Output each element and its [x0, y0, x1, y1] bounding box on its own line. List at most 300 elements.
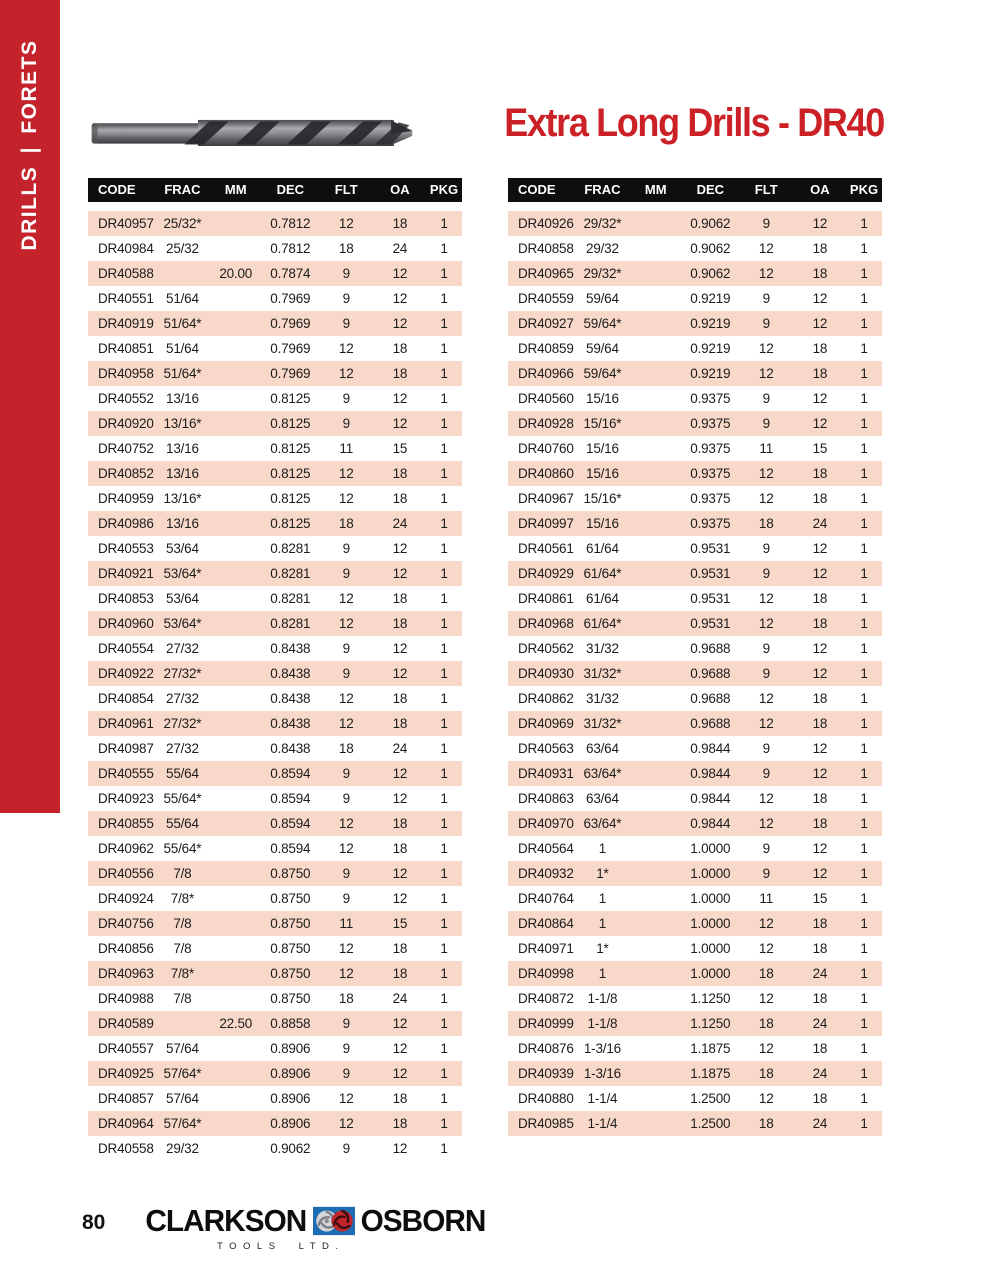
- table-header-row: [88, 178, 462, 202]
- table-row: [88, 386, 462, 411]
- table-row: [88, 336, 462, 361]
- cell-oa: 18: [812, 366, 828, 381]
- cell-dec: 0.9062: [690, 266, 731, 281]
- cell-code: DR40764: [518, 891, 574, 906]
- cell-pkg: 1: [860, 1116, 868, 1131]
- cell-oa: 24: [812, 966, 828, 981]
- column-header-code: CODE: [518, 182, 556, 197]
- cell-mm: [630, 1036, 682, 1061]
- cell-oa: 12: [812, 316, 828, 331]
- cell-dec: 0.9844: [690, 766, 731, 781]
- cell-code: DR40862: [518, 691, 574, 706]
- cell-pkg: 1: [440, 266, 448, 281]
- cell-dec: 0.8125: [270, 391, 311, 406]
- cell-pkg: 1: [860, 866, 868, 881]
- cell-frac: 15/16*: [583, 491, 622, 506]
- cell-oa: 18: [812, 791, 828, 806]
- cell-oa: 18: [812, 616, 828, 631]
- cell-oa: 18: [392, 216, 408, 231]
- cell-mm: [210, 411, 262, 436]
- cell-pkg: 1: [860, 541, 868, 556]
- sidebar-label: DRILLS | FORETS: [18, 39, 41, 251]
- cell-pkg: 1: [440, 641, 448, 656]
- brand-right-text: OSBORN: [360, 1203, 486, 1238]
- cell-mm: [210, 861, 262, 886]
- cell-pkg: 1: [860, 841, 868, 856]
- cell-pkg: 1: [860, 1016, 868, 1031]
- cell-mm: [210, 336, 262, 361]
- cell-flt: 12: [758, 791, 774, 806]
- cell-frac: 7/8*: [170, 891, 195, 906]
- cell-pkg: 1: [440, 941, 448, 956]
- cell-pkg: 1: [440, 1091, 448, 1106]
- cell-mm: [210, 611, 262, 636]
- cell-mm: [210, 561, 262, 586]
- cell-mm: [630, 461, 682, 486]
- table-row: [508, 211, 882, 236]
- drill-table-right: [508, 178, 882, 1136]
- cell-pkg: 1: [440, 491, 448, 506]
- cell-pkg: 1: [860, 491, 868, 506]
- cell-code: DR40959: [98, 491, 154, 506]
- cell-flt: 12: [338, 366, 354, 381]
- cell-frac: 1-3/16: [583, 1041, 621, 1056]
- cell-oa: 18: [812, 691, 828, 706]
- cell-code: DR40985: [518, 1116, 574, 1131]
- table-row: [508, 1011, 882, 1036]
- cell-mm: [630, 911, 682, 936]
- cell-flt: 18: [338, 991, 354, 1006]
- cell-dec: 0.8438: [270, 641, 311, 656]
- cell-flt: 18: [758, 1016, 774, 1031]
- drill-bit-illustration: [85, 104, 418, 160]
- cell-code: DR40961: [98, 716, 154, 731]
- cell-oa: 24: [812, 1066, 828, 1081]
- cell-dec: 0.8125: [270, 491, 311, 506]
- cell-pkg: 1: [860, 1066, 868, 1081]
- cell-frac: 1: [598, 916, 607, 931]
- cell-frac: 63/64*: [583, 766, 622, 781]
- table-row: [88, 936, 462, 961]
- cell-flt: 11: [759, 891, 774, 906]
- table-row: [508, 761, 882, 786]
- cell-dec: 0.9844: [690, 791, 731, 806]
- column-header-oa: OA: [390, 182, 410, 197]
- cell-oa: 12: [812, 666, 828, 681]
- cell-oa: 18: [392, 716, 408, 731]
- cell-code: DR40858: [518, 241, 574, 256]
- cell-frac: 7/8: [173, 941, 192, 956]
- table-row: [88, 611, 462, 636]
- cell-flt: 11: [759, 441, 774, 456]
- cell-pkg: 1: [440, 1066, 448, 1081]
- cell-flt: 12: [338, 341, 354, 356]
- cell-pkg: 1: [860, 566, 868, 581]
- cell-pkg: 1: [860, 441, 868, 456]
- cell-frac: 13/16: [166, 516, 199, 531]
- cell-code: DR40964: [98, 1116, 154, 1131]
- cell-dec: 0.9375: [690, 466, 731, 481]
- cell-code: DR40963: [98, 966, 154, 981]
- cell-mm: 22.50: [219, 1016, 253, 1031]
- cell-mm: [210, 936, 262, 961]
- cell-frac: 29/32*: [583, 266, 622, 281]
- table-row: [88, 511, 462, 536]
- cell-pkg: 1: [860, 391, 868, 406]
- cell-flt: 9: [762, 766, 770, 781]
- cell-dec: 0.7874: [270, 266, 311, 281]
- cell-dec: 0.8750: [270, 891, 311, 906]
- cell-code: DR40988: [98, 991, 154, 1006]
- cell-oa: 18: [392, 591, 408, 606]
- table-row: [508, 986, 882, 1011]
- cell-frac: 61/64: [586, 591, 619, 606]
- cell-dec: 0.8281: [270, 566, 311, 581]
- cell-mm: [210, 836, 262, 861]
- cell-code: DR40563: [518, 741, 574, 756]
- table-row: [508, 561, 882, 586]
- cell-frac: 59/64*: [583, 316, 622, 331]
- cell-code: DR40924: [98, 891, 154, 906]
- cell-code: DR40551: [98, 291, 154, 306]
- table-row: [508, 1061, 882, 1086]
- cell-mm: [630, 736, 682, 761]
- cell-oa: 12: [392, 266, 408, 281]
- cell-flt: 11: [339, 441, 354, 456]
- cell-pkg: 1: [440, 691, 448, 706]
- table-row: [88, 786, 462, 811]
- cell-oa: 12: [392, 1016, 408, 1031]
- cell-oa: 18: [812, 916, 828, 931]
- table-row: [508, 261, 882, 286]
- cell-oa: 12: [392, 891, 408, 906]
- drill-table-left: [88, 178, 462, 1161]
- brand-left-text: CLARKSON: [145, 1203, 307, 1238]
- cell-code: DR40560: [518, 391, 574, 406]
- cell-flt: 12: [338, 466, 354, 481]
- cell-mm: [210, 1111, 262, 1136]
- cell-flt: 9: [342, 566, 350, 581]
- cell-frac: 15/16: [586, 516, 619, 531]
- cell-dec: 0.8281: [270, 591, 311, 606]
- cell-frac: 51/64: [166, 341, 199, 356]
- table-row: [88, 986, 462, 1011]
- table-row: [88, 486, 462, 511]
- cell-frac: 61/64*: [583, 616, 622, 631]
- cell-frac: 13/16*: [163, 416, 202, 431]
- cell-flt: 18: [758, 516, 774, 531]
- cell-frac: 53/64: [166, 591, 199, 606]
- cell-code: DR40969: [518, 716, 574, 731]
- cell-frac: 15/16: [586, 441, 619, 456]
- cell-frac: 15/16: [586, 391, 619, 406]
- cell-flt: 9: [342, 316, 350, 331]
- table-row: [508, 236, 882, 261]
- table-row: [508, 486, 882, 511]
- cell-mm: [630, 886, 682, 911]
- cell-frac: 7/8*: [170, 966, 195, 981]
- cell-mm: [630, 711, 682, 736]
- table-row: [508, 911, 882, 936]
- cell-flt: 12: [758, 991, 774, 1006]
- cell-code: DR40966: [518, 366, 574, 381]
- cell-mm: [630, 261, 682, 286]
- cell-dec: 0.9062: [270, 1141, 311, 1156]
- cell-dec: 0.7812: [270, 241, 311, 256]
- cell-pkg: 1: [860, 941, 868, 956]
- cell-pkg: 1: [440, 816, 448, 831]
- cell-frac: 1-1/8: [587, 1016, 618, 1031]
- cell-dec: 1.1875: [690, 1041, 731, 1056]
- cell-mm: [630, 211, 682, 236]
- cell-frac: 53/64*: [163, 566, 202, 581]
- cell-mm: [210, 236, 262, 261]
- cell-pkg: 1: [860, 666, 868, 681]
- cell-mm: [630, 661, 682, 686]
- table-row: [88, 1011, 462, 1036]
- cell-dec: 0.7969: [270, 316, 311, 331]
- cell-frac: 57/64*: [163, 1066, 202, 1081]
- cell-oa: 18: [392, 841, 408, 856]
- table-row: [88, 811, 462, 836]
- cell-oa: 12: [812, 766, 828, 781]
- cell-frac: 57/64*: [163, 1116, 202, 1131]
- cell-oa: 12: [812, 866, 828, 881]
- cell-code: DR40752: [98, 441, 154, 456]
- cell-dec: 0.8281: [270, 541, 311, 556]
- cell-mm: [630, 636, 682, 661]
- cell-dec: 1.0000: [690, 891, 731, 906]
- cell-frac: 59/64*: [583, 366, 622, 381]
- cell-code: DR40853: [98, 591, 154, 606]
- cell-flt: 12: [758, 941, 774, 956]
- cell-flt: 12: [338, 716, 354, 731]
- cell-code: DR40921: [98, 566, 154, 581]
- cell-frac: 55/64*: [163, 841, 202, 856]
- cell-mm: [210, 436, 262, 461]
- cell-pkg: 1: [440, 866, 448, 881]
- cell-pkg: 1: [860, 916, 868, 931]
- cell-dec: 1.1875: [690, 1066, 731, 1081]
- cell-pkg: 1: [440, 391, 448, 406]
- cell-dec: 0.8750: [270, 916, 311, 931]
- cell-mm: [630, 961, 682, 986]
- cell-frac: 57/64: [166, 1041, 199, 1056]
- cell-pkg: 1: [860, 341, 868, 356]
- cell-frac: 27/32: [166, 741, 199, 756]
- cell-dec: 1.0000: [690, 941, 731, 956]
- cell-code: DR40863: [518, 791, 574, 806]
- column-header-pkg: PKG: [429, 182, 459, 197]
- cell-oa: 12: [392, 866, 408, 881]
- table-row: [88, 636, 462, 661]
- cell-flt: 9: [342, 416, 350, 431]
- cell-dec: 0.7969: [270, 366, 311, 381]
- cell-code: DR40970: [518, 816, 574, 831]
- cell-frac: 27/32: [166, 691, 199, 706]
- cell-mm: [630, 811, 682, 836]
- cell-oa: 12: [392, 416, 408, 431]
- cell-oa: 18: [812, 466, 828, 481]
- column-header-mm: MM: [644, 182, 667, 197]
- cell-code: DR40998: [518, 966, 574, 981]
- cell-mm: [210, 811, 262, 836]
- cell-pkg: 1: [860, 691, 868, 706]
- cell-pkg: 1: [440, 791, 448, 806]
- cell-pkg: 1: [860, 816, 868, 831]
- table-row: [88, 761, 462, 786]
- cell-oa: 18: [812, 266, 828, 281]
- cell-oa: 15: [812, 891, 828, 906]
- cell-flt: 12: [758, 1041, 774, 1056]
- cell-dec: 0.8438: [270, 691, 311, 706]
- cell-mm: [210, 1036, 262, 1061]
- cell-flt: 18: [338, 741, 354, 756]
- cell-dec: 0.8750: [270, 866, 311, 881]
- cell-code: DR40939: [518, 1066, 574, 1081]
- cell-flt: 9: [342, 891, 350, 906]
- cell-pkg: 1: [440, 991, 448, 1006]
- cell-code: DR40555: [98, 766, 154, 781]
- cell-mm: [630, 786, 682, 811]
- cell-flt: 9: [342, 666, 350, 681]
- cell-dec: 0.9531: [690, 566, 731, 581]
- cell-flt: 12: [758, 916, 774, 931]
- cell-oa: 12: [392, 566, 408, 581]
- cell-oa: 18: [392, 491, 408, 506]
- cell-flt: 9: [342, 266, 350, 281]
- cell-flt: 9: [762, 416, 770, 431]
- cell-pkg: 1: [860, 316, 868, 331]
- cell-mm: [630, 836, 682, 861]
- cell-oa: 12: [392, 1041, 408, 1056]
- cell-pkg: 1: [860, 616, 868, 631]
- cell-pkg: 1: [440, 741, 448, 756]
- cell-pkg: 1: [860, 291, 868, 306]
- cell-pkg: 1: [440, 766, 448, 781]
- cell-mm: [630, 611, 682, 636]
- cell-mm: [630, 286, 682, 311]
- cell-dec: 0.8594: [270, 816, 311, 831]
- cell-dec: 0.8438: [270, 716, 311, 731]
- cell-frac: 1-3/16: [583, 1066, 621, 1081]
- table-row: [508, 886, 882, 911]
- cell-oa: 12: [812, 391, 828, 406]
- cell-frac: 1*: [596, 941, 609, 956]
- cell-code: DR40854: [98, 691, 154, 706]
- table-row: [508, 786, 882, 811]
- cell-dec: 0.8438: [270, 666, 311, 681]
- cell-mm: [210, 636, 262, 661]
- cell-dec: 0.8125: [270, 441, 311, 456]
- cell-pkg: 1: [440, 1016, 448, 1031]
- table-row: [508, 411, 882, 436]
- cell-frac: 59/64: [586, 341, 619, 356]
- cell-frac: 1: [598, 966, 607, 981]
- cell-mm: [210, 1086, 262, 1111]
- cell-flt: 12: [338, 1116, 354, 1131]
- table-row: [508, 311, 882, 336]
- table-row: [88, 561, 462, 586]
- cell-mm: [210, 486, 262, 511]
- cell-mm: [210, 511, 262, 536]
- cell-pkg: 1: [440, 566, 448, 581]
- table-row: [88, 911, 462, 936]
- table-row: [508, 436, 882, 461]
- table-row: [88, 736, 462, 761]
- cell-code: DR40957: [98, 216, 154, 231]
- cell-oa: 12: [392, 766, 408, 781]
- cell-flt: 12: [758, 816, 774, 831]
- cell-pkg: 1: [860, 466, 868, 481]
- cell-mm: [630, 536, 682, 561]
- cell-pkg: 1: [440, 1116, 448, 1131]
- cell-frac: 25/32: [166, 241, 199, 256]
- cell-code: DR40756: [98, 916, 154, 931]
- cell-pkg: 1: [440, 616, 448, 631]
- cell-frac: 31/32: [586, 691, 619, 706]
- cell-oa: 18: [392, 1091, 408, 1106]
- cell-code: DR40861: [518, 591, 574, 606]
- cell-pkg: 1: [860, 516, 868, 531]
- cell-dec: 1.0000: [690, 916, 731, 931]
- cell-oa: 12: [392, 1066, 408, 1081]
- cell-frac: 29/32: [586, 241, 619, 256]
- sidebar-tab: [0, 0, 60, 813]
- table-body: [88, 211, 462, 1161]
- cell-pkg: 1: [860, 416, 868, 431]
- column-header-dec: DEC: [696, 182, 725, 197]
- cell-oa: 15: [392, 916, 408, 931]
- cell-code: DR40588: [98, 266, 154, 281]
- table-row: [88, 661, 462, 686]
- cell-code: DR40851: [98, 341, 154, 356]
- cell-code: DR40958: [98, 366, 154, 381]
- cell-frac: 7/8: [173, 991, 192, 1006]
- table-row: [508, 1086, 882, 1111]
- cell-dec: 0.9375: [690, 516, 731, 531]
- cell-mm: 20.00: [219, 266, 253, 281]
- cell-flt: 9: [342, 291, 350, 306]
- cell-oa: 18: [392, 341, 408, 356]
- cell-dec: 0.8594: [270, 766, 311, 781]
- cell-pkg: 1: [440, 1041, 448, 1056]
- cell-oa: 24: [812, 1116, 828, 1131]
- cell-dec: 0.9375: [690, 491, 731, 506]
- cell-oa: 12: [392, 641, 408, 656]
- cell-code: DR40872: [518, 991, 574, 1006]
- cell-dec: 0.9844: [690, 741, 731, 756]
- cell-pkg: 1: [860, 766, 868, 781]
- cell-dec: 0.9062: [690, 241, 731, 256]
- table-row: [508, 386, 882, 411]
- cell-oa: 18: [392, 366, 408, 381]
- cell-dec: 1.2500: [690, 1091, 731, 1106]
- cell-flt: 12: [758, 266, 774, 281]
- cell-flt: 12: [338, 1091, 354, 1106]
- column-header-frac: FRAC: [584, 182, 621, 197]
- table-row: [508, 936, 882, 961]
- cell-flt: 9: [342, 791, 350, 806]
- table-row: [508, 461, 882, 486]
- table-row: [88, 861, 462, 886]
- cell-dec: 0.8438: [270, 741, 311, 756]
- cell-flt: 12: [758, 716, 774, 731]
- cell-code: DR40928: [518, 416, 574, 431]
- cell-pkg: 1: [440, 241, 448, 256]
- cell-mm: [210, 786, 262, 811]
- cell-frac: 63/64: [586, 741, 619, 756]
